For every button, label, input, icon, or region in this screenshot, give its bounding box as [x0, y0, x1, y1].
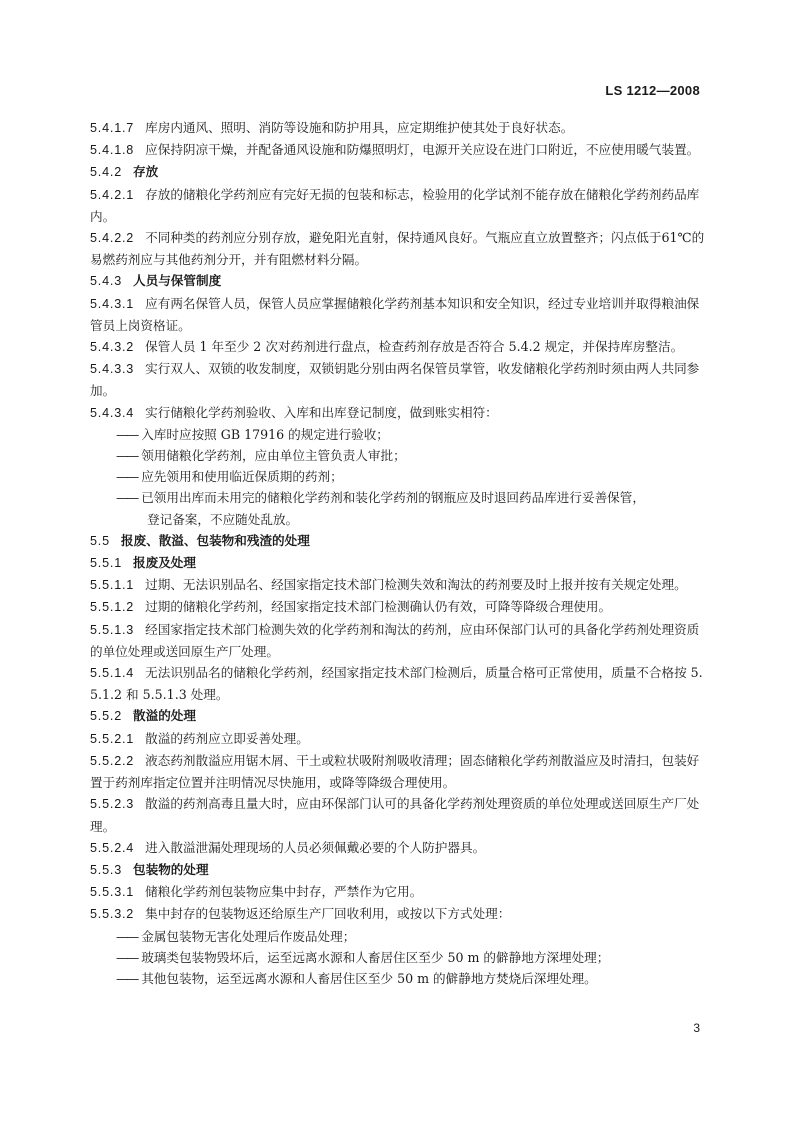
list-item-continuation: 登记备案，不应随处乱放。	[147, 511, 299, 527]
section-heading	[90, 859, 707, 881]
clause-number: 5.4.2	[90, 165, 123, 180]
standard-code-header: LS 1212—2008	[605, 83, 700, 98]
clause-number: 5.5.3.1	[90, 885, 135, 900]
clause-paragraph	[90, 619, 707, 662]
dash-marker: ——	[116, 949, 138, 965]
section-heading	[90, 530, 707, 552]
clause-number: 5.4.3.2	[90, 340, 135, 355]
clause-number: 5.4.3.4	[90, 405, 135, 420]
list-item-text: 玻璃类包装物毁坏后，运至远离水源和人畜居住区至少 50 m 的僻静地方深埋处理；	[141, 949, 610, 965]
clause-number: 5.4.3	[90, 274, 123, 289]
clause-paragraph	[90, 293, 707, 336]
clause-text: 过期、无法识别品名、经国家指定技术部门检测失效和淘汰的药剂要及时上报并按有关规定处理。	[145, 577, 687, 593]
clause-text: 存放的储粮化学药剂应有完好无损的包装和标志，检验用的化学试剂不能存放在储粮化学药剂药品库内。	[90, 186, 700, 224]
clause-paragraph	[90, 574, 707, 596]
clause-paragraph	[90, 881, 707, 903]
clause-text: 进入散溢泄漏处理现场的人员必须佩戴必要的个人防护器具。	[145, 839, 486, 855]
list-item	[90, 968, 707, 989]
clause-number: 5.4.1.8	[90, 143, 135, 158]
section-title: 人员与保管制度	[133, 274, 222, 289]
clause-text: 散溢的药剂应立即妥善处理。	[145, 730, 309, 746]
clause-text: 实行储粮化学药剂验收、入库和出库登记制度，做到账实相符：	[145, 404, 498, 420]
section-title: 报废、散溢、包装物和残渣的处理	[120, 533, 310, 548]
clause-number: 5.5.1.3	[90, 622, 135, 637]
clause-text: 散溢的药剂高毒且量大时，应由环保部门认可的具备化学药剂处理资质的单位处理或送回原生产厂处理。	[90, 796, 700, 834]
clause-paragraph	[90, 184, 707, 227]
clause-number: 5.5.2.1	[90, 731, 135, 746]
clause-text: 库房内通风、照明、消防等设施和防护用具，应定期维护使其处于良好状态。	[145, 120, 574, 135]
section-heading	[90, 552, 707, 574]
clause-number: 5.5.3	[90, 862, 123, 877]
clause-text: 无法识别品名的储粮化学药剂，经国家指定技术部门检测后，质量合格可正常使用，质量不合格按 5.5.1.2 和 5.5.1.3 处理。	[90, 665, 703, 703]
list-item-text: 领用储粮化学药剂，应由单位主管负责人审批；	[141, 448, 406, 464]
dash-marker: ——	[116, 448, 138, 464]
clause-number: 5.5.1.2	[90, 600, 135, 615]
section-title: 包装物的处理	[133, 862, 209, 877]
clause-text: 应有两名保管人员，保管人员应掌握储粮化学药剂基本知识和安全知识，经过专业培训并取得粮油保管员上岗资格证。	[90, 295, 700, 333]
clause-text: 应保持阴凉干燥，并配备通风设施和防爆照明灯，电源开关应设在进门口附近，不应使用暖气装置。	[145, 142, 700, 158]
clause-paragraph	[90, 837, 707, 859]
list-item-text: 应先领用和使用临近保质期的药剂；	[141, 469, 343, 485]
section-title: 散溢的处理	[133, 709, 196, 724]
list-item	[90, 424, 707, 445]
clause-paragraph	[90, 750, 707, 793]
clause-number: 5.4.2.1	[90, 187, 135, 202]
dash-marker: ——	[116, 426, 138, 442]
clause-number: 5.5.1.1	[90, 578, 135, 593]
clause-paragraph	[90, 793, 707, 836]
list-item-text: 已领用出库而未用完的储粮化学药剂和装化学药剂的钢瓶应及时退回药品库进行妥善保管，	[141, 490, 645, 506]
list-item	[90, 926, 707, 947]
clause-number: 5.5	[90, 533, 110, 548]
dash-marker: ——	[116, 928, 138, 944]
page-number: 3	[693, 1021, 700, 1035]
clause-paragraph	[90, 358, 707, 401]
clause-number: 5.5.3.2	[90, 907, 135, 922]
document-body	[90, 117, 707, 989]
clause-paragraph	[90, 117, 707, 139]
clause-paragraph	[90, 139, 707, 161]
clause-number: 5.5.2.3	[90, 797, 135, 812]
clause-text: 液态药剂散溢应用锯木屑、干土或粒状吸附剂吸收清理；固态储粮化学药剂散溢应及时清扫，包装好置于药剂库指定位置并注明情况尽快施用，或降等降级合理使用。	[90, 752, 700, 791]
clause-text: 不同种类的药剂应分别存放，避免阳光直射，保持通风良好。气瓶应直立放置整齐；闪点低于61℃的易燃药剂应与其他药剂分开，并有阻燃材料分隔。	[90, 230, 705, 268]
clause-number: 5.5.2.4	[90, 840, 135, 855]
clause-text: 集中封存的包装物返还给原生产厂回收利用，或按以下方式处理：	[145, 906, 511, 922]
clause-number: 5.4.1.7	[90, 121, 135, 135]
clause-number: 5.4.3.1	[90, 296, 135, 311]
dash-marker: ——	[116, 490, 138, 506]
clause-text: 储粮化学药剂包装物应集中封存，严禁作为它用。	[145, 884, 423, 900]
clause-number: 5.5.1.4	[90, 666, 135, 681]
dash-marker: ——	[116, 469, 138, 485]
clause-paragraph	[90, 402, 707, 424]
section-title: 报废及处理	[133, 556, 196, 571]
section-heading	[90, 270, 707, 292]
clause-text: 实行双人、双锁的收发制度，双锁钥匙分别由两名保管员掌管，收发储粮化学药剂时须由两人共同参加。	[90, 361, 700, 399]
clause-paragraph	[90, 728, 707, 750]
section-heading	[90, 161, 707, 183]
section-heading	[90, 705, 707, 727]
clause-text: 经国家指定技术部门检测失效的化学药剂和淘汰的药剂，应由环保部门认可的具备化学药剂处理资质的单位处理或送回原生产厂处理。	[90, 621, 700, 659]
list-item	[90, 487, 707, 508]
list-item-text: 入库时应按照 GB 17916 的规定进行验收；	[141, 426, 389, 442]
clause-paragraph	[90, 596, 707, 618]
list-item	[90, 466, 707, 487]
list-item-text: 其他包装物，运至远离水源和人畜居住区至少 50 m 的僻静地方焚烧后深埋处理。	[141, 970, 597, 986]
dash-marker: ——	[116, 970, 138, 986]
clause-number: 5.5.1	[90, 556, 123, 571]
list-item	[90, 445, 707, 466]
clause-number: 5.4.3.3	[90, 362, 135, 377]
section-title: 存放	[133, 165, 159, 180]
clause-number: 5.5.2	[90, 709, 123, 724]
clause-text: 保管人员 1 年至少 2 次对药剂进行盘点，检查药剂存放是否符合 5.4.2 规定，并保持库房整洁。	[145, 339, 684, 355]
clause-paragraph	[90, 227, 707, 270]
list-item	[90, 947, 707, 968]
clause-paragraph	[90, 662, 707, 705]
clause-paragraph	[90, 336, 707, 358]
clause-text: 过期的储粮化学药剂，经国家指定技术部门检测确认仍有效，可降等降级合理使用。	[145, 599, 612, 615]
list-item-text: 金属包装物无害化处理后作废品处理；	[141, 928, 356, 944]
clause-number: 5.4.2.2	[90, 231, 135, 246]
clause-number: 5.5.2.2	[90, 753, 135, 768]
clause-paragraph	[90, 903, 707, 925]
